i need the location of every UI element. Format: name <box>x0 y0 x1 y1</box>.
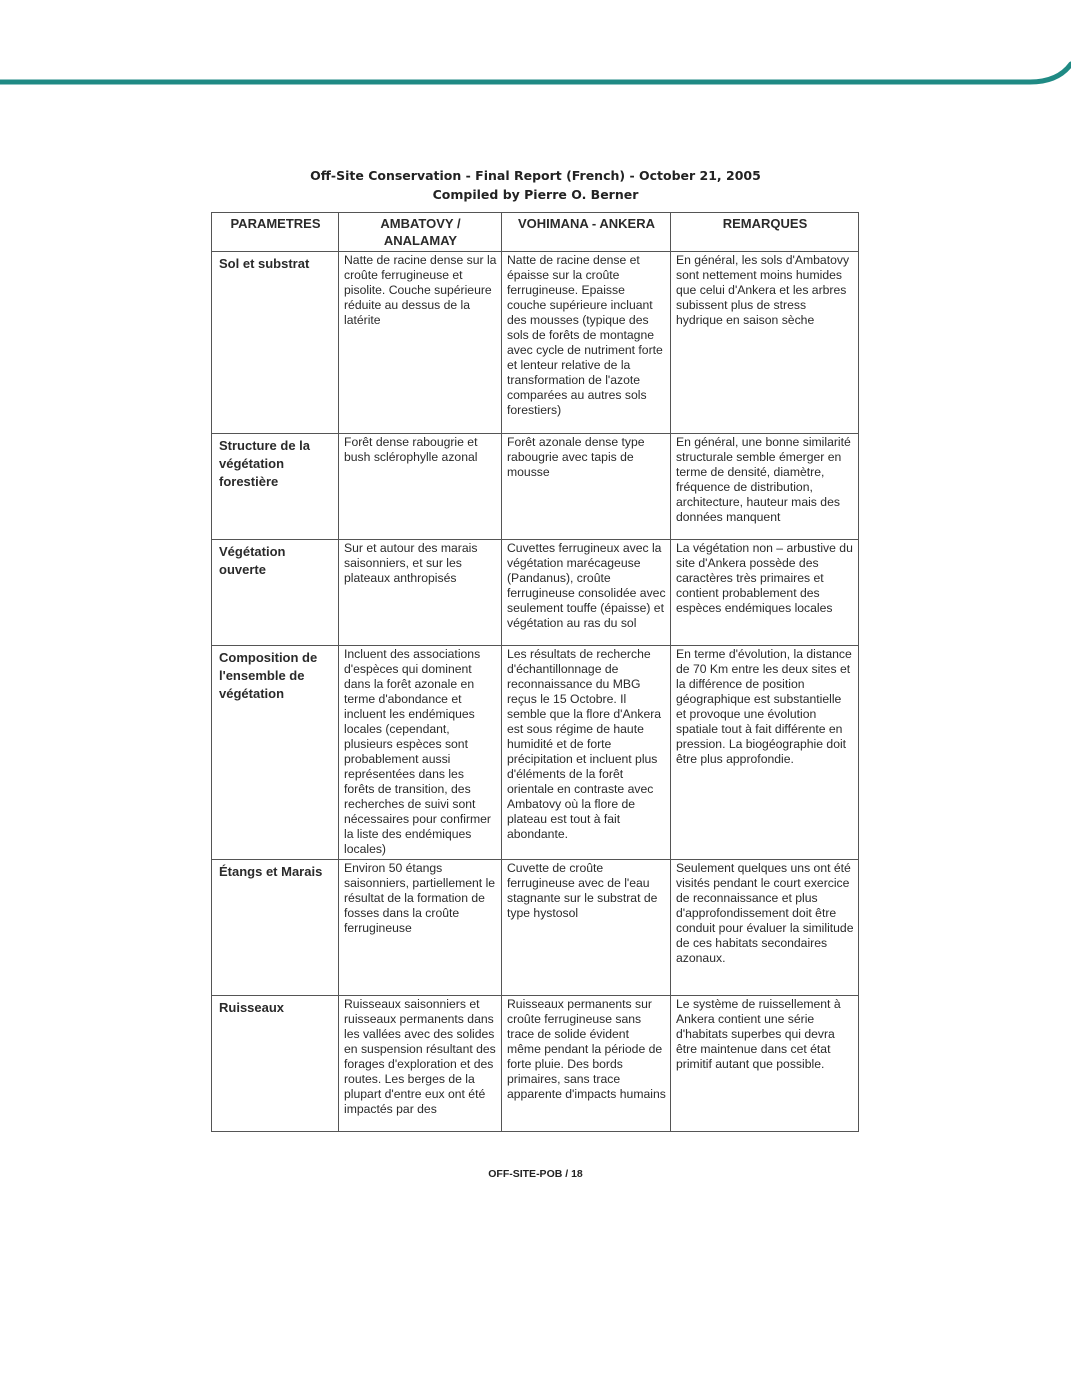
cell-ambatovy: Incluent des associations d'espèces qui dominent dans la forêt azonale en terme d'abondance et incluent les endémiques locales (cependant, plusieurs espèces sont probablement aussi représentées dans les forêts de transition, des recherches de suivi sont nécessaires pour confirmer la liste des endémiques locales) <box>339 646 502 860</box>
table-row <box>212 646 859 860</box>
table-row <box>212 434 859 540</box>
document-header <box>0 166 1071 204</box>
cell-ambatovy: Ruisseaux saisonniers et ruisseaux permanents dans les vallées avec des solides en suspension résultant des forages d'exploration et des routes. Les berges de la plupart d'entre eux ont été impactés par des <box>339 996 502 1132</box>
header-accent-band <box>0 0 1071 95</box>
cell-vohimana: Cuvette de croûte ferrugineuse avec de l'eau stagnante sur le substrat de type hystosol <box>502 860 671 996</box>
cell-vohimana: Cuvettes ferrugineux avec la végétation marécageuse (Pandanus), croûte ferrugineuse consolidée avec seulement touffe (épaisse) et végétation au ras du sol <box>502 540 671 646</box>
table-row <box>212 252 859 434</box>
cell-ambatovy: Sur et autour des marais saisonniers, et sur les plateaux anthropisés <box>339 540 502 646</box>
cell-remarques: En général, les sols d'Ambatovy sont nettement moins humides que celui d'Ankera et les arbres subissent plus de stress hydrique en saison sèche <box>671 252 859 434</box>
cell-ambatovy: Forêt dense rabougrie et bush sclérophylle azonal <box>339 434 502 540</box>
row-parameter: Structure de la végétation forestière <box>212 434 339 540</box>
column-header-remarques: REMARQUES <box>671 213 859 252</box>
row-parameter: Ruisseaux <box>212 996 339 1132</box>
cell-remarques: En général, une bonne similarité structurale semble émerger en terme de densité, diamètre, fréquence de distribution, architecture, hauteur mais des données manquent <box>671 434 859 540</box>
table-row <box>212 540 859 646</box>
table-row <box>212 860 859 996</box>
row-parameter: Composition de l'ensemble de végétation <box>212 646 339 860</box>
column-header-vohimana: VOHIMANA - ANKERA <box>502 213 671 252</box>
report-title: Off-Site Conservation - Final Report (French) - October 21, 2005 <box>310 168 761 183</box>
cell-remarques: Seulement quelques uns ont été visités pendant le court exercice de reconnaissance et plus d'approfondissement doit être conduit pour évaluer la similitude de ces habitats secondaires azonaux. <box>671 860 859 996</box>
cell-vohimana: Forêt azonale dense type rabougrie avec tapis de mousse <box>502 434 671 540</box>
cell-vohimana: Les résultats de recherche d'échantillonnage de reconnaissance du MBG reçus le 15 Octobre. Il semble que la flore d'Ankera est sous régime de haute humidité et de forte précipitation et incluent plus d'éléments de la forêt orientale en contraste avec Ambatovy où la flore de plateau est tout à fait abondante. <box>502 646 671 860</box>
cell-remarques: La végétation non – arbustive du site d'Ankera possède des caractères très primaires et contient probablement des espèces endémiques locales <box>671 540 859 646</box>
report-compiler: Compiled by Pierre O. Berner <box>432 187 639 202</box>
cell-ambatovy: Environ 50 étangs saisonniers, partiellement le résultat de la formation de fosses dans la croûte ferrugineuse <box>339 860 502 996</box>
table-row <box>212 996 859 1132</box>
page-footer: OFF-SITE-POB / 18 <box>488 1168 583 1180</box>
row-parameter: Végétation ouverte <box>212 540 339 646</box>
table-header-row <box>212 213 859 252</box>
cell-remarques: En terme d'évolution, la distance de 70 Km entre les deux sites et la différence de position géographique est substantielle et provoque une évolution spatiale tout à fait différente en pression. La biogéographie doit être plus approfondie. <box>671 646 859 860</box>
row-parameter: Sol et substrat <box>212 252 339 434</box>
cell-remarques: Le système de ruissellement à Ankera contient une série d'habitats superbes qui devra être maintenue dans cet état primitif autant que possible. <box>671 996 859 1132</box>
cell-vohimana: Natte de racine dense et épaisse sur la croûte ferrugineuse. Epaisse couche supérieure incluant des mousses (typique des sols de forêts de montagne avec cycle de nutriment forte et lenteur relative de la transformation de l'azote comparées au autres sols forestiers) <box>502 252 671 434</box>
column-header-parametres: PARAMETRES <box>212 213 339 252</box>
row-parameter: Étangs et Marais <box>212 860 339 996</box>
parameters-table <box>211 212 859 1132</box>
cell-vohimana: Ruisseaux permanents sur croûte ferrugineuse sans trace de solide évident même pendant la période de forte pluie. Des bords primaires, sans trace apparente d'impacts humains <box>502 996 671 1132</box>
cell-ambatovy: Natte de racine dense sur la croûte ferrugineuse et pisolite. Couche supérieure réduite au dessus de la latérite <box>339 252 502 434</box>
column-header-ambatovy: AMBATOVY / ANALAMAY <box>339 213 502 252</box>
